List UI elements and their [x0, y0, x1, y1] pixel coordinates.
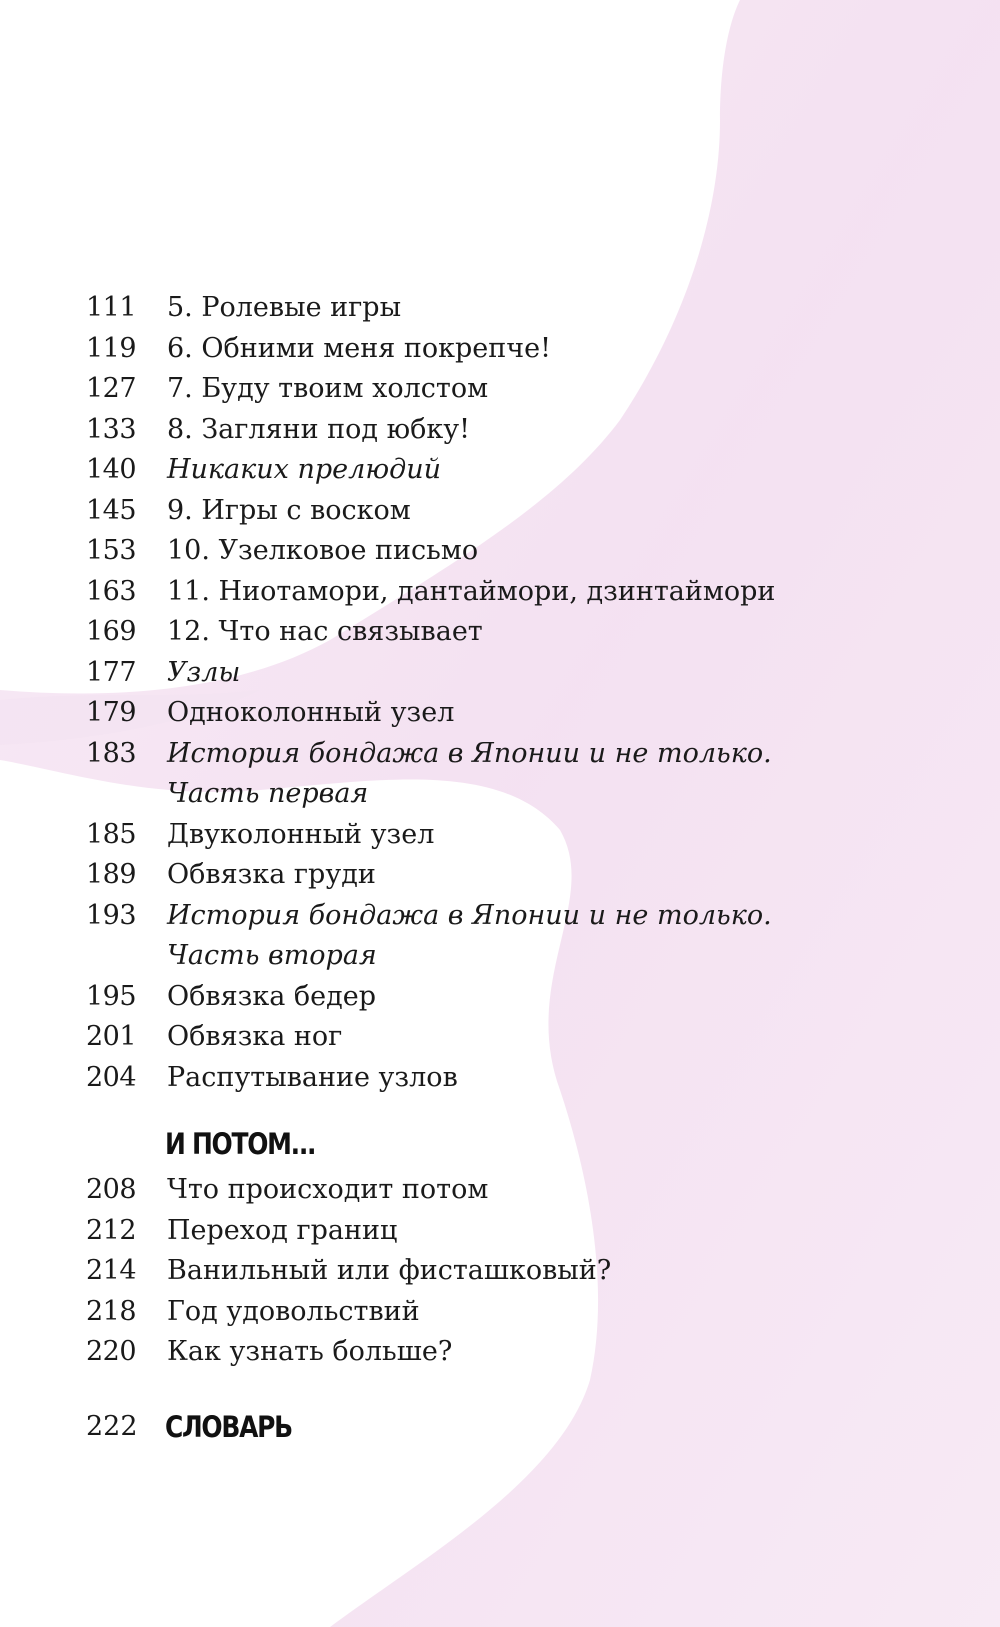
- page-number: 140: [86, 454, 137, 485]
- toc-entry: [0, 1251, 1000, 1292]
- entry-title: Как узнать больше?: [167, 1336, 453, 1367]
- page-number: 119: [86, 332, 137, 364]
- entry-title: 6. Обними меня покрепче!: [167, 332, 551, 364]
- toc-entry-interlude: [0, 896, 1000, 937]
- page-number: 201: [86, 1021, 137, 1052]
- entry-title: 7. Буду твоим холстом: [167, 373, 489, 404]
- page-number: 179: [86, 697, 137, 728]
- entry-title: Часть вторая: [167, 940, 377, 971]
- entry-title: Обвязка ног: [167, 1021, 343, 1052]
- entry-title: Распутывание узлов: [167, 1061, 458, 1093]
- entry-title: История бондажа в Японии и не только.: [167, 899, 772, 931]
- page-number: 111: [86, 292, 137, 323]
- entry-title: 11. Ниотамори, дантаймори, дзинтаймори: [167, 575, 776, 607]
- entry-title: Двуколонный узел: [167, 818, 435, 850]
- toc-entry: [0, 288, 1000, 329]
- page-number: 177: [86, 656, 137, 688]
- page-number: 145: [86, 494, 137, 526]
- page-number: 212: [86, 1214, 137, 1246]
- toc-entry: [0, 1170, 1000, 1211]
- toc-entry: [0, 693, 1000, 734]
- toc-entry-interlude: [0, 734, 1000, 775]
- page-number: 220: [86, 1336, 137, 1367]
- page-number: 183: [86, 737, 137, 769]
- page-number: 208: [86, 1174, 137, 1205]
- page-number: 218: [86, 1295, 137, 1327]
- page-number: 222: [86, 1410, 138, 1442]
- toc-entry: [0, 369, 1000, 410]
- toc-entry: [0, 855, 1000, 896]
- toc-entry: [0, 1058, 1000, 1099]
- entry-title: 9. Игры с воском: [167, 494, 411, 526]
- page-number: 185: [86, 818, 137, 850]
- entry-title: 10. Узелковое письмо: [167, 535, 479, 566]
- entry-title: 12. Что нас связывает: [167, 616, 483, 647]
- toc-entry: [0, 815, 1000, 856]
- entry-title: 8. Загляни под юбку!: [167, 413, 470, 445]
- section-heading-and-then: [0, 1118, 1000, 1170]
- section-heading-glossary: [0, 1401, 1000, 1453]
- page-number: 153: [86, 535, 137, 566]
- entry-title: Что происходит потом: [167, 1174, 489, 1205]
- section-title: И ПОТОМ...: [165, 1127, 316, 1161]
- page-number: 195: [86, 980, 137, 1012]
- toc-entry: [0, 1017, 1000, 1058]
- toc-entry: [0, 1332, 1000, 1373]
- entry-title: 5. Ролевые игры: [167, 292, 402, 323]
- entry-title: Часть первая: [167, 778, 369, 809]
- page-number: 193: [86, 899, 137, 931]
- toc-entry: [0, 1292, 1000, 1333]
- toc-entry-interlude: [0, 653, 1000, 694]
- toc-part-one: [0, 288, 1000, 1098]
- page-number: 163: [86, 575, 137, 607]
- page-number: 204: [86, 1061, 137, 1093]
- page-number: 189: [86, 859, 137, 890]
- toc-entry: [0, 977, 1000, 1018]
- toc-entry: [0, 410, 1000, 451]
- toc-entry: [0, 329, 1000, 370]
- entry-title: Никаких прелюдий: [167, 454, 441, 485]
- page-number: 133: [86, 413, 137, 445]
- toc-section-after: [0, 1170, 1000, 1373]
- entry-title: Обвязка груди: [167, 859, 376, 890]
- page-number: 127: [86, 373, 137, 404]
- entry-title: Год удовольствий: [167, 1295, 420, 1327]
- entry-title: История бондажа в Японии и не только.: [167, 737, 772, 769]
- toc-entry: [0, 612, 1000, 653]
- toc-entry: [0, 572, 1000, 613]
- entry-title: Одноколонный узел: [167, 697, 455, 728]
- toc-entry: [0, 1211, 1000, 1252]
- table-of-contents: [0, 288, 1000, 1453]
- toc-entry: [0, 491, 1000, 532]
- toc-entry-continuation: [0, 774, 1000, 815]
- section-title: СЛОВАРЬ: [165, 1409, 292, 1444]
- toc-entry-continuation: [0, 936, 1000, 977]
- page-number: 214: [86, 1255, 137, 1286]
- toc-entry: [0, 531, 1000, 572]
- entry-title: Ванильный или фисташковый?: [167, 1255, 612, 1286]
- page-number: 169: [86, 616, 137, 647]
- entry-title: Обвязка бедер: [167, 980, 377, 1012]
- toc-entry-interlude: [0, 450, 1000, 491]
- entry-title: Узлы: [167, 656, 241, 688]
- entry-title: Переход границ: [167, 1214, 398, 1246]
